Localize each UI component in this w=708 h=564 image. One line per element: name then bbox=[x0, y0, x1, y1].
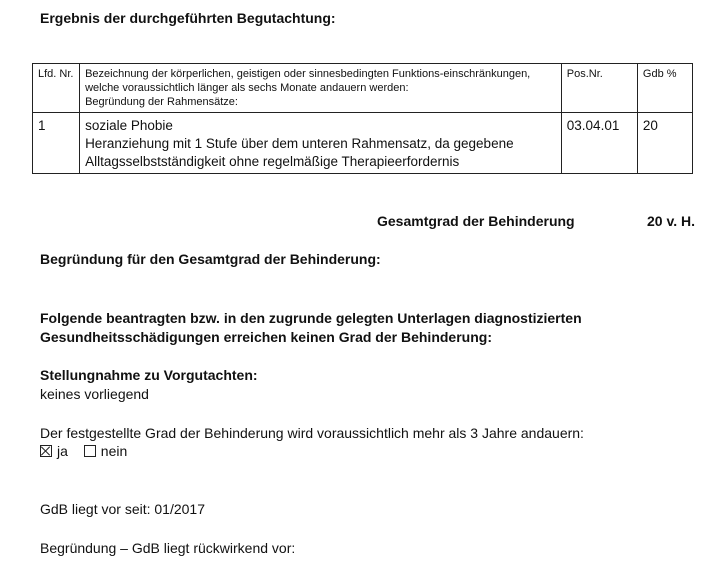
row-diagnosis: soziale Phobie bbox=[85, 118, 173, 133]
no-degree-heading: Folgende beantragten bzw. in den zugrunde gelegten Unterlagen diagnostizierten Gesundheitsschädigungen erreichen keinen Grad der Behinderung: bbox=[40, 310, 582, 345]
total-label: Gesamtgrad der Behinderung bbox=[377, 213, 575, 229]
total-value: 20 v. H. bbox=[647, 213, 695, 229]
header-description bbox=[80, 64, 562, 113]
duration-question: Der festgestellte Grad der Behinderung wird voraussichtlich mehr als 3 Jahre andauern: bbox=[40, 425, 584, 441]
option-ja[interactable] bbox=[40, 443, 68, 459]
prior-text: keines vorliegend bbox=[40, 386, 149, 402]
header-description-text: Bezeichnung der körperlichen, geistigen oder sinnesbedingten Funktions-einschränkungen, welche voraussichtlich länger als sechs Monate andauern werden: bbox=[85, 68, 531, 94]
header-nr: Lfd. Nr. bbox=[33, 64, 80, 113]
result-heading: Ergebnis der durchgeführten Begutachtung: bbox=[40, 10, 336, 26]
table-row bbox=[33, 113, 693, 174]
row-nr: 1 bbox=[33, 113, 80, 174]
row-gdb: 20 bbox=[637, 113, 692, 174]
header-pos: Pos.Nr. bbox=[561, 64, 637, 113]
assessment-table bbox=[32, 63, 693, 174]
checkbox-checked-icon[interactable] bbox=[40, 445, 52, 457]
since-text: GdB liegt vor seit: 01/2017 bbox=[40, 501, 205, 517]
row-pos: 03.04.01 bbox=[561, 113, 637, 174]
header-gdb: Gdb % bbox=[637, 64, 692, 113]
table-header-row bbox=[33, 64, 693, 113]
duration-options bbox=[40, 443, 139, 459]
retro-text: Begründung – GdB liegt rückwirkend vor: bbox=[40, 540, 296, 556]
header-description-sub: Begründung der Rahmensätze: bbox=[85, 96, 238, 108]
checkbox-empty-icon[interactable] bbox=[84, 445, 96, 457]
justification-heading: Begründung für den Gesamtgrad der Behinderung: bbox=[40, 251, 381, 267]
option-nein[interactable] bbox=[84, 443, 127, 459]
option-nein-label: nein bbox=[100, 443, 128, 459]
prior-heading: Stellungnahme zu Vorgutachten: bbox=[40, 367, 258, 383]
row-reasoning: Heranziehung mit 1 Stufe über dem unteren Rahmensatz, da gegebene Alltagsselbstständigkeit ohne regelmäßige Therapieerfordernis bbox=[85, 136, 514, 169]
option-ja-label: ja bbox=[57, 443, 68, 459]
row-description bbox=[80, 113, 562, 174]
